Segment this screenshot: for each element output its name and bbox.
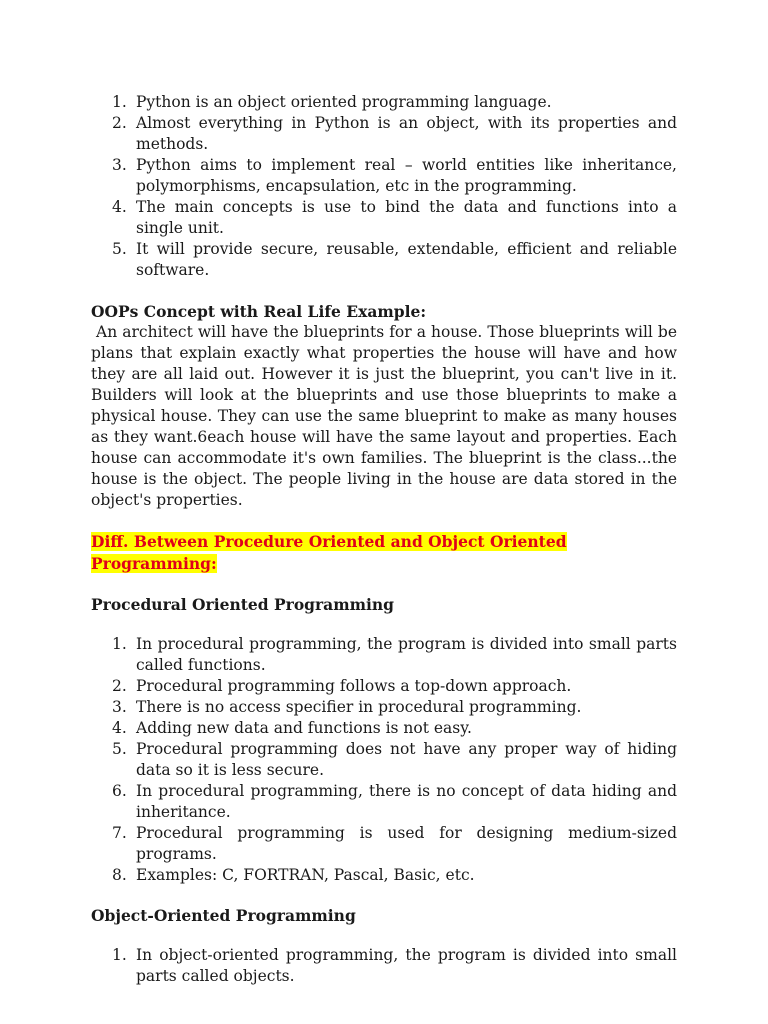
list-item <box>91 92 677 113</box>
intro-list <box>91 92 677 281</box>
document-content <box>91 92 682 987</box>
diff-heading: Diff. Between Procedure Oriented and Object Oriented Programming: <box>91 532 567 573</box>
list-number: 3. <box>112 156 127 174</box>
procedural-heading: Procedural Oriented Programming <box>91 595 395 614</box>
list-item-text: It will provide secure, reusable, extendable, efficient and reliable software. <box>136 240 677 279</box>
list-item-text: Procedural programming is used for designing medium-sized programs. <box>136 824 677 863</box>
list-number: 2. <box>112 677 127 695</box>
list-item <box>91 718 677 739</box>
list-item <box>91 781 677 823</box>
list-number: 1. <box>112 946 127 964</box>
list-item <box>91 634 677 676</box>
oops-example-heading: OOPs Concept with Real Life Example: <box>91 302 427 321</box>
list-item <box>91 739 677 781</box>
list-number: 2. <box>112 114 127 132</box>
list-number: 8. <box>112 866 127 884</box>
list-item <box>91 865 677 886</box>
list-item-text: Adding new data and functions is not easy. <box>136 719 472 737</box>
list-item-text: In procedural programming, the program is divided into small parts called functions. <box>136 635 677 674</box>
list-item-text: Procedural programming does not have any proper way of hiding data so it is less secure. <box>136 740 677 779</box>
list-number: 4. <box>112 719 127 737</box>
list-number: 1. <box>112 635 127 653</box>
list-number: 6. <box>112 782 127 800</box>
procedural-list <box>91 634 677 886</box>
list-item <box>91 239 677 281</box>
list-item-text: In procedural programming, there is no concept of data hiding and inheritance. <box>136 782 677 821</box>
list-item <box>91 823 677 865</box>
list-item <box>91 945 677 987</box>
list-item-text: Python aims to implement real – world entities like inheritance, polymorphisms, encapsulation, etc in the programming. <box>136 156 677 195</box>
list-number: 4. <box>112 198 127 216</box>
list-number: 5. <box>112 240 127 258</box>
list-item-text: The main concepts is use to bind the data and functions into a single unit. <box>136 198 677 237</box>
list-item-text: Almost everything in Python is an object, with its properties and methods. <box>136 114 677 153</box>
list-item <box>91 676 677 697</box>
list-item <box>91 113 677 155</box>
list-number: 1. <box>112 93 127 111</box>
object-oriented-list <box>91 945 677 987</box>
list-item-text: Python is an object oriented programming language. <box>136 93 552 111</box>
list-item-text: In object-oriented programming, the program is divided into small parts called objects. <box>136 946 677 985</box>
list-item <box>91 697 677 718</box>
list-item-text: There is no access specifier in procedural programming. <box>136 698 582 716</box>
object-oriented-heading: Object-Oriented Programming <box>91 906 356 925</box>
list-number: 7. <box>112 824 127 842</box>
list-item <box>91 155 677 197</box>
list-item-text: Examples: C, FORTRAN, Pascal, Basic, etc. <box>136 866 475 884</box>
list-number: 3. <box>112 698 127 716</box>
oops-example-paragraph: An architect will have the blueprints for a house. Those blueprints will be plans that explain exactly what properties the house will have and how they are all laid out. However it is just the blueprint, you can't live in it. Builders will look at the blueprints and use those blueprints to make a physical house. They can use the same blueprint to make as many houses as they want.6each house will have the same layout and properties. Each house can accommodate it's own families. The blueprint is the class...the house is the object. The people living in the house are data stored in the object's properties. <box>91 323 682 509</box>
list-item <box>91 197 677 239</box>
diff-heading-block <box>91 531 677 575</box>
list-item-text: Procedural programming follows a top-down approach. <box>136 677 572 695</box>
list-number: 5. <box>112 740 127 758</box>
